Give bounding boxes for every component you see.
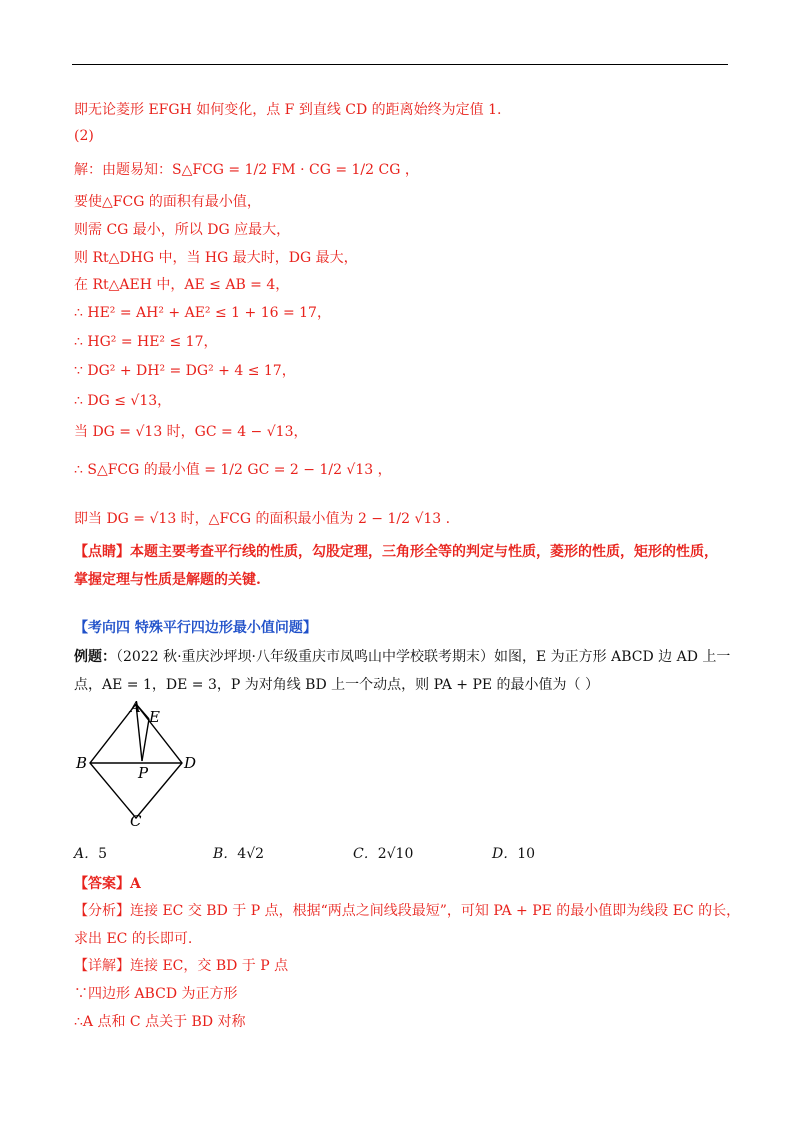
header-rule bbox=[72, 64, 728, 65]
text-line: 【分析】连接 EC 交 BD 于 P 点，根据“两点之间线段最短”，可知 PA + PE 的最小值即为线段 EC 的长， bbox=[74, 903, 741, 919]
text-line: ∴ HG² = HE² ≤ 17， bbox=[74, 334, 218, 350]
answer-line: 【答案】A bbox=[74, 876, 141, 892]
text-line: ∵四边形 ABCD 为正方形 bbox=[74, 986, 238, 1002]
text-line: 当 DG = √13 时，GC = 4 − √13， bbox=[74, 424, 308, 440]
option-b[interactable]: B．4√2 bbox=[213, 846, 265, 862]
example-text: （2022 秋·重庆沙坪坝·八年级重庆市凤鸣山中学校联考期末）如图，E 为正方形 ABCD 边 AD 上一 bbox=[116, 649, 731, 665]
text-line: ∴ HE² = AH² + AE² ≤ 1 + 16 = 17， bbox=[74, 305, 331, 321]
example-label: 例题： bbox=[74, 649, 116, 665]
segment-ep bbox=[142, 719, 149, 761]
text-line: 在 Rt△AEH 中，AE ≤ AB = 4， bbox=[74, 277, 290, 293]
text-line: 掌握定理与性质是解题的关键. bbox=[74, 572, 261, 588]
square-outline bbox=[90, 704, 182, 818]
option-c[interactable]: C．2√10 bbox=[353, 846, 414, 862]
text-line: 点，AE = 1，DE = 3，P 为对角线 BD 上一个动点，则 PA + PE 的最小值为（ ） bbox=[74, 677, 599, 693]
text-line: ∴A 点和 C 点关于 BD 对称 bbox=[74, 1014, 246, 1030]
text-line: 则需 CG 最小，所以 DG 应最大， bbox=[74, 222, 291, 238]
text-line: 【详解】连接 EC，交 BD 于 P 点 bbox=[74, 958, 289, 974]
text-line: (2) bbox=[74, 128, 94, 144]
label-c: C bbox=[130, 812, 142, 826]
option-d[interactable]: D．10 bbox=[492, 846, 536, 862]
text-line: 即当 DG = √13 时，△FCG 的面积最小值为 2 − 1/2 √13 . bbox=[74, 511, 451, 527]
option-a[interactable]: A．5 bbox=[74, 846, 108, 862]
text-line: 则 Rt△DHG 中，当 HG 最大时，DG 最大， bbox=[74, 250, 358, 266]
text-line: ∵ DG² + DH² = DG² + 4 ≤ 17， bbox=[74, 363, 296, 379]
text-line: 解：由题易知：S△FCG = 1/2 FM · CG = 1/2 CG ， bbox=[74, 162, 419, 178]
label-d: D bbox=[184, 754, 197, 772]
example-line bbox=[74, 648, 730, 666]
text-line: 即无论菱形 EFGH 如何变化，点 F 到直线 CD 的距离始终为定值 1. bbox=[74, 102, 502, 118]
text-line: 求出 EC 的长即可. bbox=[74, 931, 193, 947]
label-a: A bbox=[130, 698, 141, 716]
label-p: P bbox=[138, 764, 149, 782]
label-e: E bbox=[149, 708, 160, 726]
label-b: B bbox=[76, 754, 88, 772]
square-diagram bbox=[74, 696, 214, 826]
text-line: ∴ DG ≤ √13， bbox=[74, 393, 172, 409]
text-line: 要使△FCG 的面积有最小值， bbox=[74, 194, 261, 210]
text-line: 【点睛】本题主要考查平行线的性质，勾股定理，三角形全等的判定与性质，菱形的性质，矩形的性质， bbox=[74, 544, 718, 560]
section-heading: 【考向四 特殊平行四边形最小值问题】 bbox=[74, 620, 317, 636]
text-line: ∴ S△FCG 的最小值 = 1/2 GC = 2 − 1/2 √13 ， bbox=[74, 462, 392, 478]
